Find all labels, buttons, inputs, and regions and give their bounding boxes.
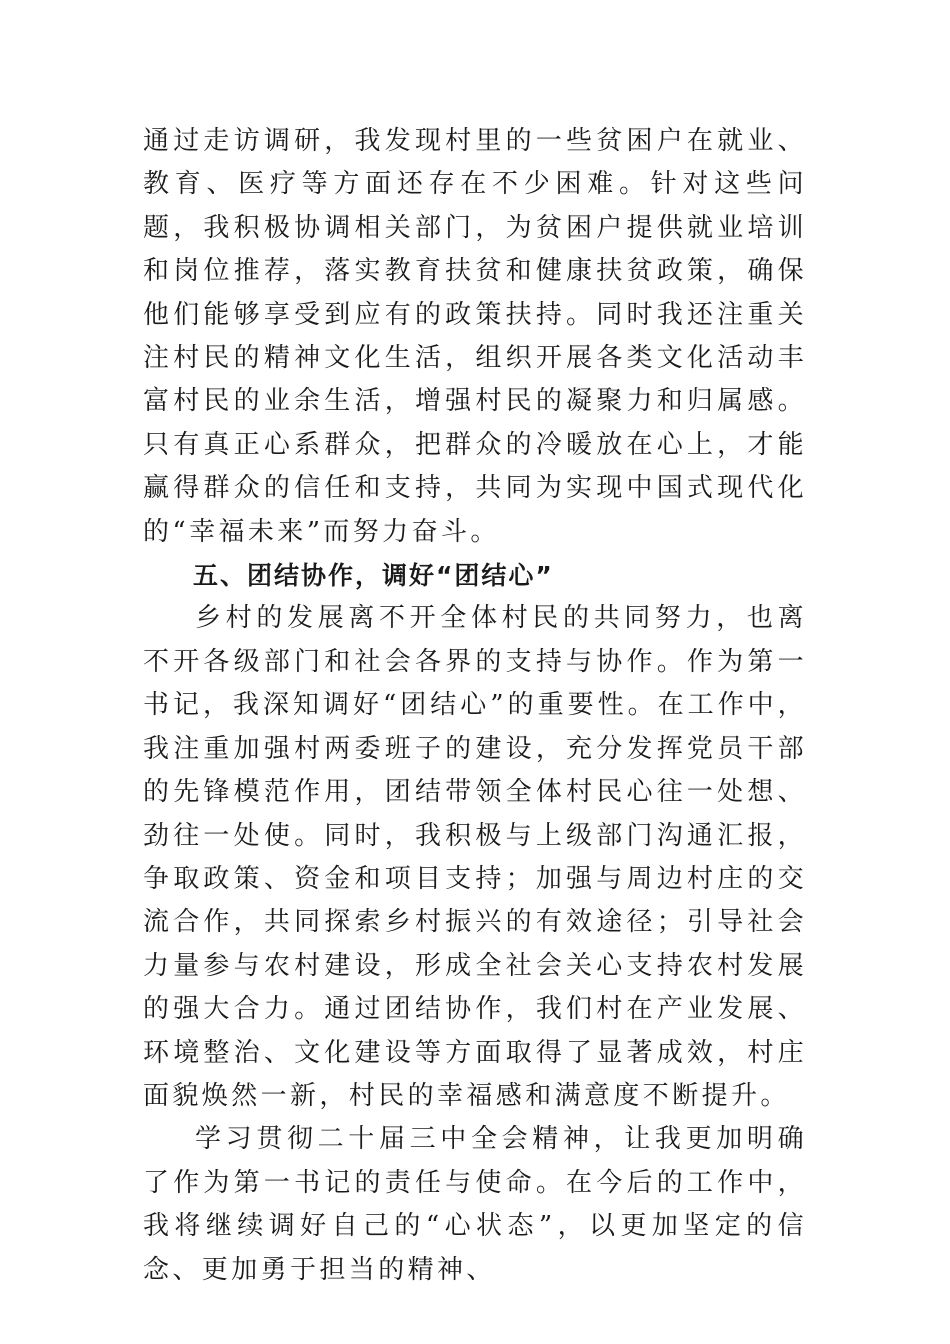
body-paragraph: 学习贯彻二十届三中全会精神，让我更加明确了作为第一书记的责任与使命。在今后的工作中，我将继续调好自己的“心状态”，以更加坚定的信念、更加勇于担当的精神、: [143, 1124, 807, 1285]
section-heading: 五、团结协作，调好“团结心”: [193, 561, 554, 591]
document-body: [143, 120, 807, 1292]
body-paragraph: 乡村的发展离不开全体村民的共同努力，也离不开各级部门和社会各界的支持与协作。作为第一书记，我深知调好“团结心”的重要性。在工作中，我注重加强村两委班子的建设，充分发挥党员干部的先锋模范作用，团结带领全体村民心往一处想、劲往一处使。同时，我积极与上级部门沟通汇报，争取政策、资金和项目支持；加强与周边村庄的交流合作，共同探索乡村振兴的有效途径；引导社会力量参与农村建设，形成全社会关心支持农村发展的强大合力。通过团结协作，我们村在产业发展、环境整治、文化建设等方面取得了显著成效，村庄面貌焕然一新，村民的幸福感和满意度不断提升。: [143, 603, 807, 1111]
body-paragraph: 通过走访调研，我发现村里的一些贫困户在就业、教育、医疗等方面还存在不少困难。针对这些问题，我积极协调相关部门，为贫困户提供就业培训和岗位推荐，落实教育扶贫和健康扶贫政策，确保他们能够享受到应有的政策扶持。同时我还注重关注村民的精神文化生活，组织开展各类文化活动丰富村民的业余生活，增强村民的凝聚力和归属感。只有真正心系群众，把群众的冷暖放在心上，才能赢得群众的信任和支持，共同为实现中国式现代化的“幸福未来”而努力奋斗。: [143, 126, 807, 547]
